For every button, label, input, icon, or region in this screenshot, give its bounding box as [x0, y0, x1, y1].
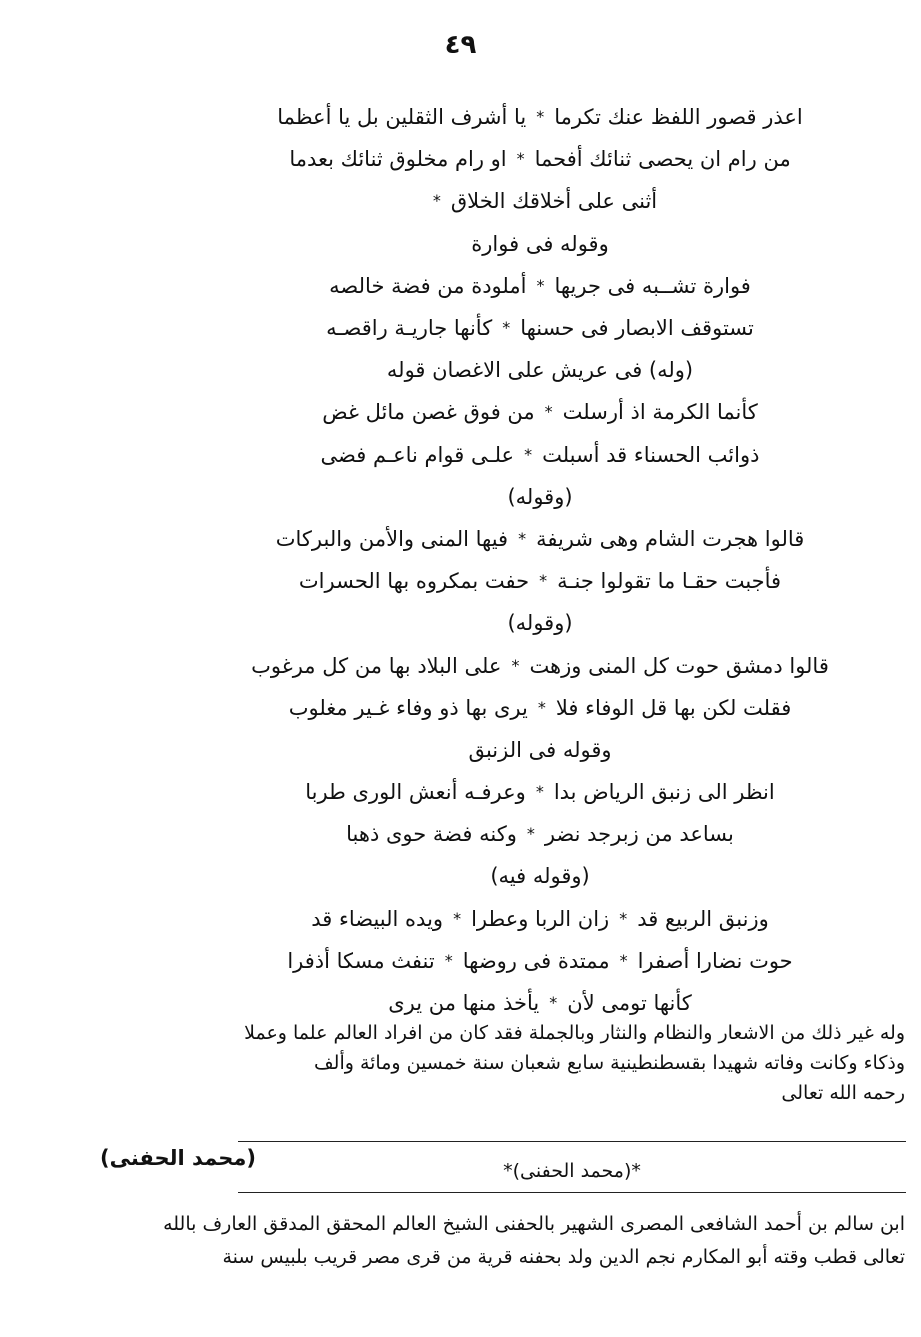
verse-line [240, 138, 840, 180]
verse-separator: * [518, 528, 527, 548]
hemistich-second: علـى قوام ناعـم فضى [320, 442, 515, 467]
verse-line [240, 518, 840, 560]
verse-segment: وزنبق الربيع قد [637, 906, 769, 931]
poem-heading [240, 349, 840, 391]
hemistich-first: ذوائب الحسناء قد أسبلت [542, 442, 760, 467]
poem-heading-text: (وقوله) [507, 611, 573, 636]
verse-separator: * [539, 571, 548, 591]
verse-segment: حوت نضارا أصفرا [637, 948, 793, 973]
verse-line-triplet [240, 898, 840, 940]
hemistich-first: بساعد من زبرجد نضر [544, 822, 734, 847]
section-title: *(محمد الحفنى)* [503, 1160, 641, 1182]
poem-heading-text: (وقوله) [507, 484, 573, 509]
hemistich-first: انظر الى زنبق الرياض بدا [553, 780, 775, 805]
hemistich-second: يأخذ منها من يرى [388, 991, 540, 1016]
prose-line: رحمه الله تعالى [781, 1082, 905, 1104]
hemistich-second: يا أشرف الثقلين بل يا أعظما [277, 105, 527, 130]
hemistich-first: من رام ان يحصى ثنائك أفحما [534, 147, 791, 172]
hemistich-first: فقلت لكن بها قل الوفاء فلا [555, 695, 792, 720]
verse-segment: ممتدة فى روضها [462, 948, 610, 973]
verse-line [240, 560, 840, 602]
verse-separator: * [526, 824, 535, 844]
verse-line [240, 391, 840, 433]
hemistich-second: على البلاد بها من كل مرغوب [251, 653, 502, 678]
hemistich-first: اعذر قصور اللفظ عنك تكرما [554, 105, 803, 130]
prose-line: وله غير ذلك من الاشعار والنظام والنثار وبالجملة فقد كان من افراد العالم علما وعملا [244, 1022, 905, 1044]
verse-separator: * [619, 950, 628, 970]
poem-heading [240, 602, 840, 644]
verse-separator: * [544, 402, 553, 422]
verse-separator: * [453, 908, 462, 928]
poem-heading [240, 855, 840, 897]
poem-heading-text: وقوله فى الزنبق [468, 737, 612, 762]
verse-line [240, 813, 840, 855]
poem-heading [240, 729, 840, 771]
hemistich-first: تستوقف الابصار فى حسنها [520, 316, 754, 341]
prose-line: وذكاء وكانت وفاته شهيدا بقسطنطينية سابع شعبان سنة خمسين ومائة وألف [314, 1052, 905, 1074]
verse-line [240, 265, 840, 307]
poem-heading [240, 476, 840, 518]
prose-paragraph [235, 1018, 905, 1108]
poem-heading-text: (وقوله فيه) [490, 864, 590, 889]
verse-line [240, 96, 840, 138]
hemistich-first: كأنها تومى لأن [567, 991, 692, 1016]
section-rule-top [238, 1141, 906, 1142]
verse-separator: * [511, 655, 520, 675]
verse-separator: * [432, 191, 441, 211]
hemistich-second: فيها المنى والأمن والبركات [275, 526, 509, 551]
verse-segment: تنفث مسكا أذفرا [287, 948, 435, 973]
verse-line [240, 687, 840, 729]
hemistich-second: أملودة من فضة خالصه [329, 273, 527, 298]
poem-heading-text: وقوله فى فوارة [471, 231, 609, 256]
section-rule-bottom [238, 1192, 906, 1193]
verse-line [240, 307, 840, 349]
verse-segment: ويده البيضاء قد [311, 906, 444, 931]
verse-line [240, 644, 840, 686]
verse-line-single [240, 180, 840, 222]
biography-line: ابن سالم بن أحمد الشافعى المصرى الشهير بالحفنى الشيخ العالم المحقق المدقق العارف بالله [163, 1213, 905, 1235]
verse-separator: * [502, 318, 511, 338]
verse-separator: * [549, 993, 558, 1013]
verse-separator: * [536, 275, 545, 295]
poem-block [240, 96, 840, 1024]
hemistich-second: حفت بمكروه بها الحسرات [298, 569, 530, 594]
verse-segment: زان الربا وعطرا [471, 906, 610, 931]
verse-separator: * [619, 908, 628, 928]
verse-separator: * [524, 444, 533, 464]
verse-line-triplet [240, 940, 840, 982]
verse-line [240, 771, 840, 813]
verse-separator: * [536, 107, 545, 127]
hemistich-first: قالوا دمشق حوت كل المنى وزهت [529, 653, 829, 678]
biography-paragraph [163, 1208, 905, 1274]
margin-title: (محمد الحفنى) [100, 1146, 257, 1170]
hemistich-second: وعرفـه أنعش الورى طربا [305, 780, 526, 805]
hemistich-second: يرى بها ذو وفاء غـير مغلوب [288, 695, 528, 720]
verse-line [240, 434, 840, 476]
hemistich-first: فوارة تشــبه فى جريها [554, 273, 751, 298]
poem-heading-text: (وله) فى عريش على الاغصان قوله [386, 358, 694, 383]
hemistich-first: فأجبت حقـا ما تقولوا جنـة [557, 569, 782, 594]
poem-heading [240, 223, 840, 265]
verse-separator: * [444, 950, 453, 970]
verse-separator: * [516, 149, 525, 169]
hemistich-second: او رام مخلوق ثنائك بعدما [289, 147, 507, 172]
hemistich-second: كأنها جاريـة راقصـه [326, 316, 493, 341]
hemistich-second: وكنه فضة حوى ذهبا [346, 822, 517, 847]
hemistich-second: من فوق غصن مائل غض [322, 400, 535, 425]
biography-line: تعالى قطب وقته أبو المكارم نجم الدين ولد بحفنه قرية من قرى مصر قريب بلبيس سنة [222, 1246, 905, 1268]
verse-separator: * [535, 782, 544, 802]
page-number: ٤٩ [444, 30, 477, 60]
hemistich-first: كأنما الكرمة اذ أرسلت [562, 400, 758, 425]
hemistich-first: قالوا هجرت الشام وهى شريفة [536, 526, 805, 551]
verse-separator: * [537, 697, 546, 717]
verse-text: أثنى على أخلاقك الخلاق [450, 189, 658, 214]
